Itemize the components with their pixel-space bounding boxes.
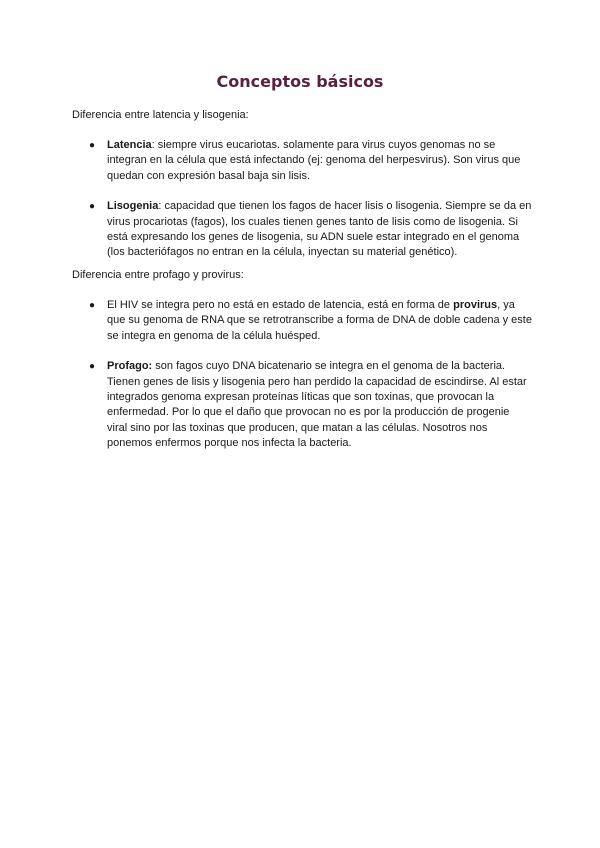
- definition-provirus: , ya que su genoma de RNA que se retrotranscribe a forma de DNA de doble cadena y este se integra en genoma de la célula huésped.: [107, 299, 532, 342]
- bullet-icon: ●: [89, 300, 96, 311]
- list-item-lisogenia: [72, 199, 532, 261]
- definition-lisogenia: : capacidad que tienen los fagos de hacer lisis o lisogenia. Siempre se da en virus procariotas (fagos), los cuales tienen genes tanto de lisis como de lisogenia. Si está expresando los genes de lisogenia, su ADN suele estar integrado en el genoma (los bacteriófagos no entran en la célula, inyectan su material genético).: [107, 200, 532, 259]
- definition-latencia: : siempre virus eucariotas. solamente para virus cuyos genomas no se integran en la célula que está infectando (ej: genoma del herpesvirus). Son virus que quedan con expresión basal baja sin lisis.: [107, 139, 521, 182]
- term-profago: Profago:: [107, 360, 153, 373]
- bullet-icon: ●: [89, 201, 96, 213]
- bullet-icon: ●: [89, 361, 96, 373]
- section-heading-latencia-lisogenia: Diferencia entre latencia y lisogenia:: [72, 109, 249, 121]
- list-item-latencia: [72, 138, 532, 184]
- latencia-lisogenia-list: [72, 138, 532, 276]
- list-item-provirus: [72, 298, 532, 344]
- profago-provirus-list: [72, 298, 532, 467]
- term-provirus: provirus: [453, 299, 498, 311]
- section-heading-profago-provirus: Diferencia entre profago y provirus:: [72, 269, 244, 281]
- page-title: Conceptos básicos: [216, 72, 384, 91]
- list-item-profago: [72, 359, 532, 451]
- provirus-intro: El HIV se integra pero no está en estado de latencia, está en forma de: [107, 299, 454, 311]
- term-latencia: Latencia: [107, 139, 152, 151]
- definition-profago: son fagos cuyo DNA bicatenario se integra en el genoma de la bacteria. Tienen genes de lisis y lisogenia pero han perdido la capacidad de escindirse. Al estar integrados genoma expresan proteínas líticas que son toxinas, que provocan la enfermedad. Por lo que el daño que provocan no es por la producción de progenie viral sino por las toxinas que producen, que matan a las células. Nosotros nos ponemos enfermos porque nos infecta la bacteria.: [107, 360, 527, 450]
- bullet-icon: ●: [89, 140, 96, 151]
- term-lisogenia: Lisogenia: [107, 200, 159, 213]
